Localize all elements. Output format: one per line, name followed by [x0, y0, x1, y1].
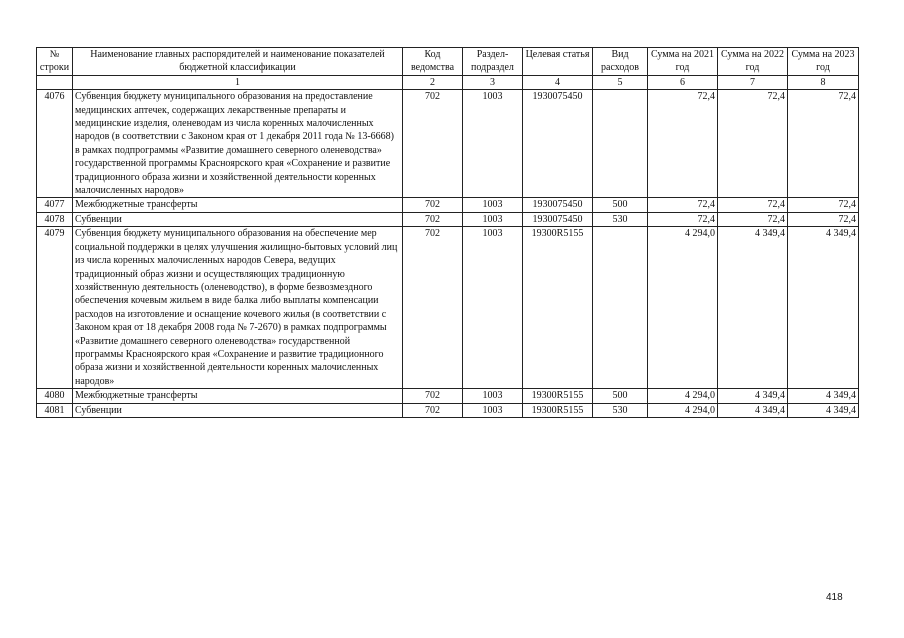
row-expense-type: [593, 90, 648, 198]
row-section: 1003: [463, 389, 523, 403]
column-number: 4: [523, 75, 593, 89]
page-number: 418: [826, 592, 843, 603]
table-row: [37, 212, 859, 226]
row-dept-code: 702: [403, 90, 463, 198]
table-row: [37, 403, 859, 417]
row-target: 1930075450: [523, 198, 593, 212]
header-expense-type: Вид расходов: [593, 48, 648, 76]
row-sum-2023: 72,4: [788, 198, 859, 212]
header-row-no: № строки: [37, 48, 73, 76]
column-number: [37, 75, 73, 89]
row-sum-2022: 4 349,4: [718, 227, 788, 389]
row-section: 1003: [463, 198, 523, 212]
header-name: Наименование главных распорядителей и наименование показателей бюджетной классификации: [73, 48, 403, 76]
row-name: Субвенции: [73, 403, 403, 417]
row-number: 4078: [37, 212, 73, 226]
header-section: Раздел-подраздел: [463, 48, 523, 76]
row-sum-2021: 4 294,0: [648, 227, 718, 389]
row-name: Субвенция бюджету муниципального образования на обеспечение мер социальной поддержки в целях улучшения жилищно-бытовых условий лиц из числа коренных малочисленных народов Севера, ведущих традиционный образ жизни и осуществляющих традиционную хозяйственную деятельность (оленеводство), в форме безвозмездного обеспечения кочевым жильем в виде балка либо выплаты компенсации расходов на изготовление и оснащение кочевого жилья (в соответствии с Законом края от 18 декабря 2008 года № 7-2670) в рамках подпрограммы «Развитие домашнего северного оленеводства» государственной программы Красноярского края «Сохранение и развитие традиционного образа жизни и хозяйственной деятельности коренных малочисленных народов»: [73, 227, 403, 389]
table-row: [37, 90, 859, 198]
column-number: 8: [788, 75, 859, 89]
row-sum-2023: 4 349,4: [788, 403, 859, 417]
row-sum-2023: 72,4: [788, 212, 859, 226]
column-number: 5: [593, 75, 648, 89]
row-expense-type: 530: [593, 212, 648, 226]
row-expense-type: 500: [593, 198, 648, 212]
column-number: 1: [73, 75, 403, 89]
row-section: 1003: [463, 90, 523, 198]
row-number: 4076: [37, 90, 73, 198]
row-target: 1930075450: [523, 90, 593, 198]
row-target: 19300R5155: [523, 403, 593, 417]
row-sum-2023: 72,4: [788, 90, 859, 198]
row-sum-2022: 4 349,4: [718, 389, 788, 403]
row-dept-code: 702: [403, 389, 463, 403]
table-row: [37, 198, 859, 212]
row-sum-2022: 72,4: [718, 90, 788, 198]
table-row: [37, 389, 859, 403]
header-dept-code: Код ведомства: [403, 48, 463, 76]
row-sum-2022: 72,4: [718, 212, 788, 226]
budget-table: [36, 47, 859, 418]
header-sum-2023: Сумма на 2023 год: [788, 48, 859, 76]
row-sum-2021: 4 294,0: [648, 403, 718, 417]
row-section: 1003: [463, 227, 523, 389]
row-sum-2023: 4 349,4: [788, 227, 859, 389]
row-section: 1003: [463, 212, 523, 226]
row-target: 1930075450: [523, 212, 593, 226]
row-name: Межбюджетные трансферты: [73, 389, 403, 403]
row-dept-code: 702: [403, 403, 463, 417]
row-target: 19300R5155: [523, 227, 593, 389]
row-expense-type: [593, 227, 648, 389]
row-section: 1003: [463, 403, 523, 417]
row-target: 19300R5155: [523, 389, 593, 403]
row-expense-type: 530: [593, 403, 648, 417]
row-number: 4077: [37, 198, 73, 212]
row-number: 4079: [37, 227, 73, 389]
column-number: 3: [463, 75, 523, 89]
header-sum-2021: Сумма на 2021 год: [648, 48, 718, 76]
header-row: [37, 48, 859, 76]
row-number: 4080: [37, 389, 73, 403]
row-sum-2023: 4 349,4: [788, 389, 859, 403]
header-sum-2022: Сумма на 2022 год: [718, 48, 788, 76]
row-dept-code: 702: [403, 227, 463, 389]
column-number-row: [37, 75, 859, 89]
row-sum-2021: 4 294,0: [648, 389, 718, 403]
column-number: 2: [403, 75, 463, 89]
header-target: Целевая статья: [523, 48, 593, 76]
column-number: 6: [648, 75, 718, 89]
row-sum-2021: 72,4: [648, 90, 718, 198]
table-row: [37, 227, 859, 389]
row-name: Межбюджетные трансферты: [73, 198, 403, 212]
row-dept-code: 702: [403, 212, 463, 226]
column-number: 7: [718, 75, 788, 89]
row-sum-2021: 72,4: [648, 198, 718, 212]
row-expense-type: 500: [593, 389, 648, 403]
row-sum-2022: 72,4: [718, 198, 788, 212]
row-name: Субвенция бюджету муниципального образования на предоставление медицинских аптечек, содержащих лекарственные препараты и медицинские изделия, оленеводам из числа коренных малочисленных народов (в соответствии с Законом края от 1 декабря 2011 года № 13-6668) в рамках подпрограммы «Развитие домашнего северного оленеводства» государственной программы Красноярского края «Сохранение и развитие традиционного образа жизни и хозяйственной деятельности коренных малочисленных народов»: [73, 90, 403, 198]
row-name: Субвенции: [73, 212, 403, 226]
row-sum-2021: 72,4: [648, 212, 718, 226]
row-number: 4081: [37, 403, 73, 417]
row-sum-2022: 4 349,4: [718, 403, 788, 417]
row-dept-code: 702: [403, 198, 463, 212]
